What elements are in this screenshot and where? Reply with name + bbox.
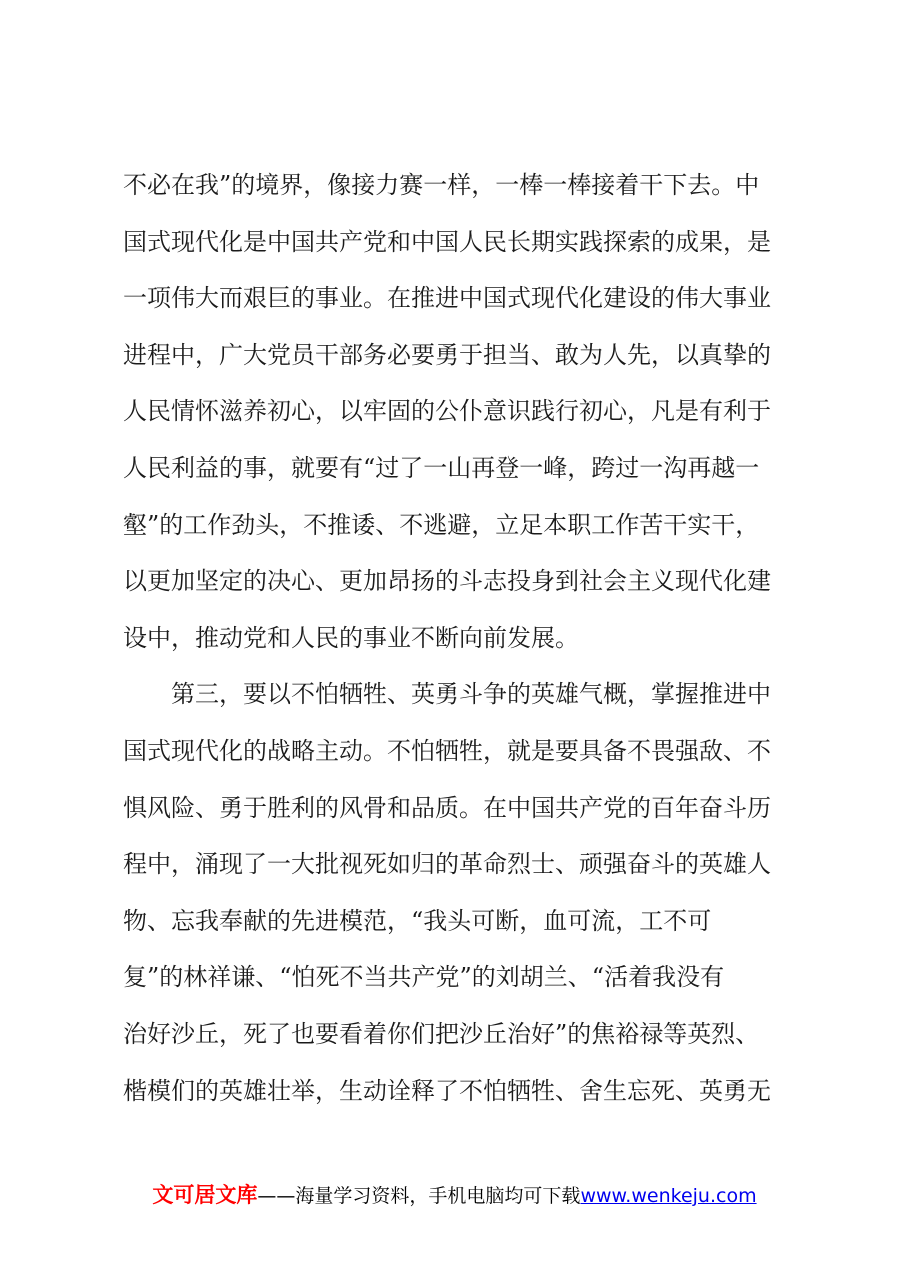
footer-brand: 文可居文库 — [152, 1183, 258, 1207]
body-line-12: 惧风险、勇于胜利的风骨和品质。在中国共产党的百年奋斗历 — [123, 793, 771, 822]
body-line-15: 复”的林祥谦、“怕死不当共产党”的刘胡兰、“活着我没有 — [123, 963, 725, 992]
footer-tagline: 海量学习资料，手机电脑均可下载 — [295, 1185, 581, 1207]
footer-separator: —— — [257, 1185, 296, 1207]
body-line-9: 设中，推动党和人民的事业不断向前发展。 — [123, 623, 579, 652]
body-line-8: 以更加坚定的决心、更加昂扬的斗志投身到社会主义现代化建 — [123, 567, 771, 596]
footer-website-link[interactable]: www.wenkeju.com — [580, 1185, 757, 1207]
page-footer — [0, 1180, 909, 1211]
body-line-13: 程中，涌现了一大批视死如归的革命烈士、顽强奋斗的英雄人 — [123, 850, 771, 879]
body-line-5: 人民情怀滋养初心，以牢固的公仆意识践行初心，凡是有利于 — [123, 397, 771, 426]
body-line-10: 第三，要以不怕牺牲、英勇斗争的英雄气概，掌握推进中 — [171, 680, 771, 709]
body-line-2: 国式现代化是中国共产党和中国人民长期实践探索的成果，是 — [123, 227, 771, 256]
body-line-16: 治好沙丘，死了也要看着你们把沙丘治好”的焦裕禄等英烈、 — [123, 1019, 760, 1048]
body-line-4: 进程中，广大党员干部务必要勇于担当、敢为人先，以真挚的 — [123, 340, 771, 369]
body-line-11: 国式现代化的战略主动。不怕牺牲，就是要具备不畏强敌、不 — [123, 736, 771, 765]
body-line-7: 壑”的工作劲头，不推诿、不逃避，立足本职工作苦干实干， — [123, 510, 760, 539]
body-line-17: 楷模们的英雄壮举，生动诠释了不怕牺牲、舍生忘死、英勇无 — [123, 1076, 771, 1105]
body-line-3: 一项伟大而艰巨的事业。在推进中国式现代化建设的伟大事业 — [123, 284, 771, 313]
body-line-6: 人民利益的事，就要有“过了一山再登一峰，跨过一沟再越一 — [123, 453, 760, 482]
document-body — [123, 157, 793, 1119]
body-line-1: 不必在我”的境界，像接力赛一样，一棒一棒接着干下去。中 — [123, 171, 760, 199]
body-line-14: 物、忘我奉献的先进模范，“我头可断，血可流，工不可 — [123, 906, 712, 935]
